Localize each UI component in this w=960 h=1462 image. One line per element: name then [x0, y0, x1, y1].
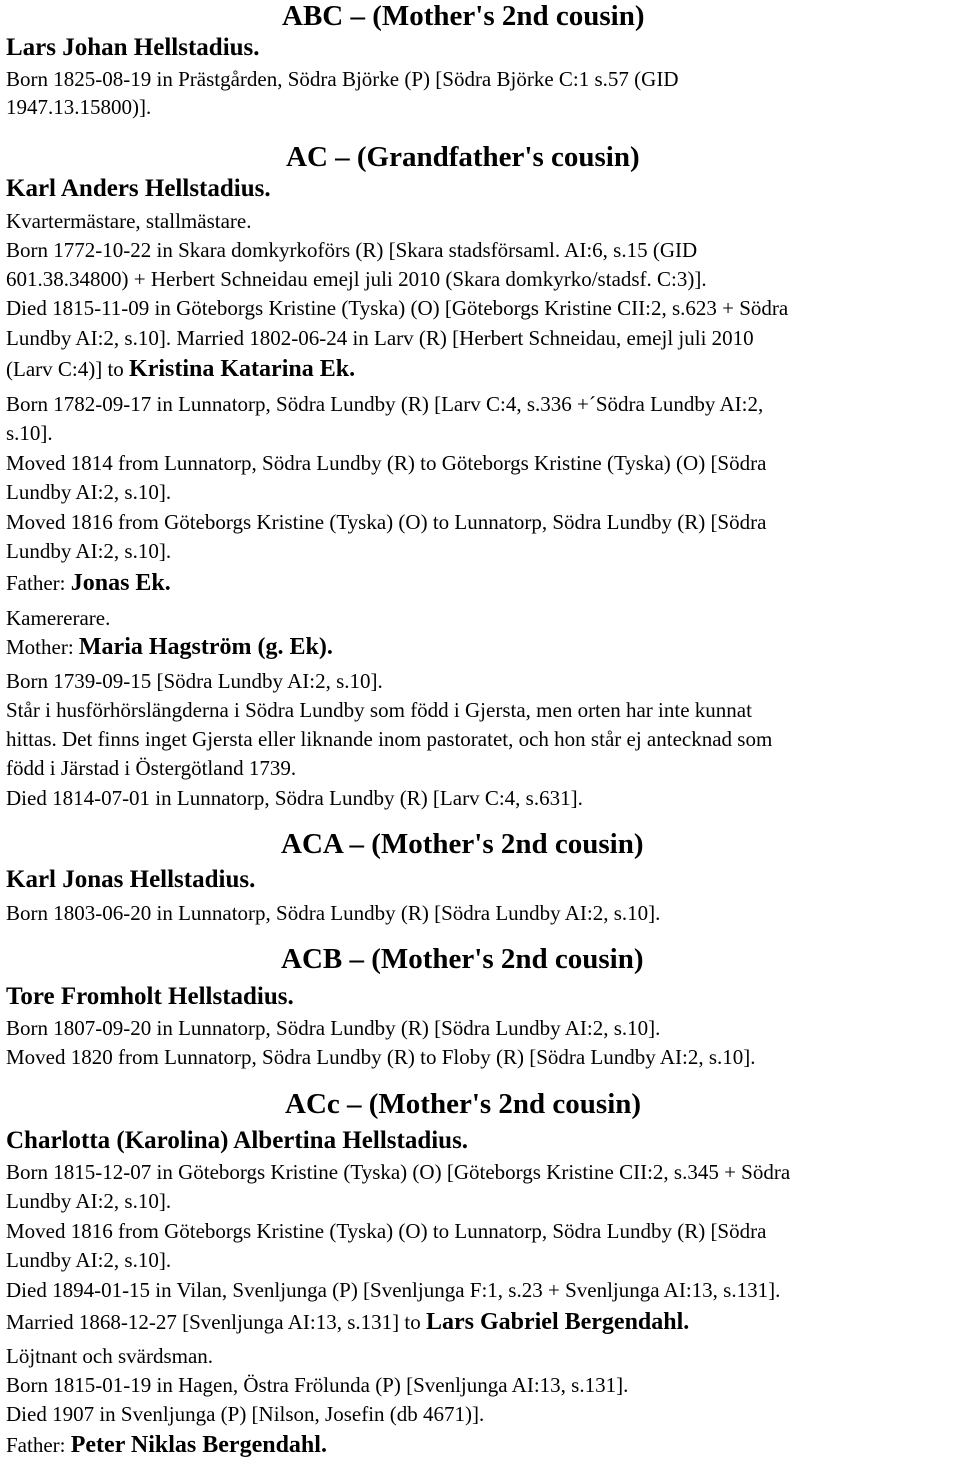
father-line: [6, 1432, 327, 1459]
text-line: Born 1815-01-19 in Hagen, Östra Frölunda (P) [Svenljunga AI:13, s.131].: [6, 1373, 629, 1397]
section-heading-abc: ABC – (Mother's 2nd cousin): [282, 0, 645, 32]
father-name-jonas: Jonas Ek.: [70, 570, 171, 596]
text-line: Died 1814-07-01 in Lunnatorp, Södra Lundby (R) [Larv C:4, s.631].: [6, 786, 583, 810]
text-line: Lundby AI:2, s.10].: [6, 1248, 172, 1272]
text-line: Born 1807-09-20 in Lunnatorp, Södra Lundby (R) [Södra Lundby AI:2, s.10].: [6, 1016, 661, 1040]
text-line: s.10].: [6, 421, 53, 445]
text-line: Born 1815-12-07 in Göteborgs Kristine (Tyska) (O) [Göteborgs Kristine CII:2, s.345 + Södra: [6, 1160, 791, 1184]
marriage-line: [6, 1309, 689, 1336]
text-line: Died 1894-01-15 in Vilan, Svenljunga (P) [Svenljunga F:1, s.23 + Svenljunga AI:13, s.131].: [6, 1278, 781, 1302]
spouse-name-kristina: Kristina Katarina Ek.: [129, 356, 356, 382]
person-name-lars-johan: Lars Johan Hellstadius.: [6, 34, 260, 61]
text-line: Står i husförhörslängderna i Södra Lundby som född i Gjersta, men orten har inte kunnat: [6, 698, 752, 722]
person-name-karl-anders: Karl Anders Hellstadius.: [6, 175, 271, 202]
father-label: Father:: [6, 571, 66, 595]
father-label: Father:: [6, 1433, 66, 1457]
mother-name-maria: Maria Hagström (g. Ek).: [78, 634, 333, 660]
text-line: hittas. Det finns inget Gjersta eller liknande inom pastoratet, och hon står ej antecknad som: [6, 727, 773, 751]
text-line: Löjtnant och svärdsman.: [6, 1344, 214, 1368]
text-line: Lundby AI:2, s.10].: [6, 1189, 172, 1213]
text-line: Kvartermästare, stallmästare.: [6, 209, 252, 233]
father-name-peter-niklas: Peter Niklas Bergendahl.: [70, 1432, 327, 1458]
text-line: Moved 1816 from Göteborgs Kristine (Tyska) (O) to Lunnatorp, Södra Lundby (R) [Södra: [6, 510, 767, 534]
text-line: Died 1907 in Svenljunga (P) [Nilson, Josefin (db 4671)].: [6, 1402, 485, 1426]
text-line: Moved 1816 from Göteborgs Kristine (Tyska) (O) to Lunnatorp, Södra Lundby (R) [Södra: [6, 1219, 767, 1243]
text-line: 601.38.34800) + Herbert Schneidau emejl juli 2010 (Skara domkyrko/stadsf. C:3)].: [6, 267, 707, 291]
father-line: [6, 570, 171, 597]
mother-label: Mother:: [6, 635, 74, 659]
text-line: Lundby AI:2, s.10]. Married 1802-06-24 in Larv (R) [Herbert Schneidau, emejl juli 2010: [6, 326, 754, 350]
person-name-karl-jonas: Karl Jonas Hellstadius.: [6, 866, 256, 893]
marriage-prefix: Married 1868-12-27 [Svenljunga AI:13, s.131] to: [6, 1310, 421, 1334]
section-heading-ac: AC – (Grandfather's cousin): [286, 141, 640, 173]
text-line: Died 1815-11-09 in Göteborgs Kristine (Tyska) (O) [Göteborgs Kristine CII:2, s.623 + Södra: [6, 296, 789, 320]
mother-line: [6, 634, 333, 661]
text-line: Born 1825-08-19 in Prästgården, Södra Björke (P) [Södra Björke C:1 s.57 (GID: [6, 67, 679, 91]
text-line: 1947.13.15800)].: [6, 95, 152, 119]
marriage-prefix: (Larv C:4)] to: [6, 357, 124, 381]
text-line: Moved 1814 from Lunnatorp, Södra Lundby (R) to Göteborgs Kristine (Tyska) (O) [Södra: [6, 451, 767, 475]
spouse-name-lars-gabriel: Lars Gabriel Bergendahl.: [425, 1309, 690, 1335]
text-line: Moved 1820 from Lunnatorp, Södra Lundby (R) to Floby (R) [Södra Lundby AI:2, s.10].: [6, 1045, 756, 1069]
section-heading-acc: ACc – (Mother's 2nd cousin): [285, 1088, 642, 1120]
text-line: Lundby AI:2, s.10].: [6, 539, 172, 563]
text-line: Born 1739-09-15 [Södra Lundby AI:2, s.10].: [6, 669, 383, 693]
marriage-line: [6, 356, 355, 383]
section-heading-aca: ACA – (Mother's 2nd cousin): [281, 828, 644, 860]
text-line: Born 1772-10-22 in Skara domkyrkoförs (R) [Skara stadsförsaml. AI:6, s.15 (GID: [6, 238, 698, 262]
person-name-tore-fromholt: Tore Fromholt Hellstadius.: [6, 983, 294, 1010]
text-line: Kamererare.: [6, 606, 111, 630]
text-line: Lundby AI:2, s.10].: [6, 480, 172, 504]
text-line: född i Järstad i Östergötland 1739.: [6, 756, 297, 780]
person-name-charlotta: Charlotta (Karolina) Albertina Hellstadius.: [6, 1127, 469, 1154]
text-line: Born 1782-09-17 in Lunnatorp, Södra Lundby (R) [Larv C:4, s.336 +´Södra Lundby AI:2,: [6, 392, 764, 416]
text-line: Born 1803-06-20 in Lunnatorp, Södra Lundby (R) [Södra Lundby AI:2, s.10].: [6, 901, 661, 925]
section-heading-acb: ACB – (Mother's 2nd cousin): [281, 943, 644, 975]
